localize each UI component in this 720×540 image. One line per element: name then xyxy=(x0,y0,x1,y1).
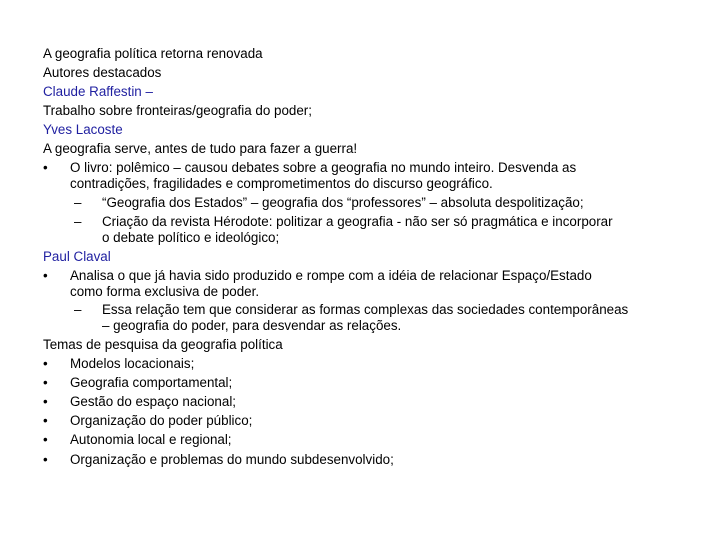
bullet-text: Analisa o que já havia sido produzido e rompe com a idéia de relacionar Espaço/Estado xyxy=(70,268,592,283)
list-item: Geografia comportamental; xyxy=(70,375,233,390)
sub-bullet-text: Essa relação tem que considerar as formas complexas das sociedades contemporâneas xyxy=(102,302,629,317)
bullet-icon: • xyxy=(43,375,48,390)
dash-icon: – xyxy=(74,195,82,210)
bullet-icon: • xyxy=(43,356,48,371)
author-claval: Paul Claval xyxy=(43,249,111,264)
bullet-text: O livro: polêmico – causou debates sobre a geografia no mundo inteiro. Desvenda as xyxy=(70,160,577,175)
heading-line: A geografia política retorna renovada xyxy=(43,46,263,61)
bullet-icon: • xyxy=(43,268,48,283)
bullet-icon: • xyxy=(43,413,48,428)
temas-heading: Temas de pesquisa da geografia política xyxy=(43,337,283,352)
bullet-text-cont: contradições, fragilidades e comprometimentos do discurso geográfico. xyxy=(70,176,493,191)
dash-icon: – xyxy=(74,302,82,317)
bullet-icon: • xyxy=(43,432,48,447)
sub-bullet-text-cont: o debate político e ideológico; xyxy=(102,230,280,245)
list-item: Gestão do espaço nacional; xyxy=(70,394,237,409)
sub-bullet-text: Criação da revista Hérodote: politizar a geografia - não ser só pragmática e incorporar xyxy=(102,214,613,229)
sub-bullet-text: “Geografia dos Estados” – geografia dos “professores” – absoluta despolitização; xyxy=(102,195,584,210)
bullet-icon: • xyxy=(43,394,48,409)
bullet-icon: • xyxy=(43,452,48,467)
list-item: Organização e problemas do mundo subdesenvolvido; xyxy=(70,452,394,467)
list-item: Organização do poder público; xyxy=(70,413,253,428)
text-line: A geografia serve, antes de tudo para fazer a guerra! xyxy=(43,141,358,156)
list-item: Modelos locacionais; xyxy=(70,356,195,371)
text-line: Trabalho sobre fronteiras/geografia do poder; xyxy=(43,103,312,118)
bullet-icon: • xyxy=(43,160,48,175)
author-lacoste: Yves Lacoste xyxy=(43,122,123,137)
sub-bullet-text-cont: – geografia do poder, para desvendar as relações. xyxy=(102,318,402,333)
list-item: Autonomia local e regional; xyxy=(70,432,232,447)
bullet-text-cont: como forma exclusiva de poder. xyxy=(70,284,260,299)
subheading-line: Autores destacados xyxy=(43,65,162,80)
dash-icon: – xyxy=(74,214,82,229)
author-raffestin: Claude Raffestin – xyxy=(43,84,153,99)
